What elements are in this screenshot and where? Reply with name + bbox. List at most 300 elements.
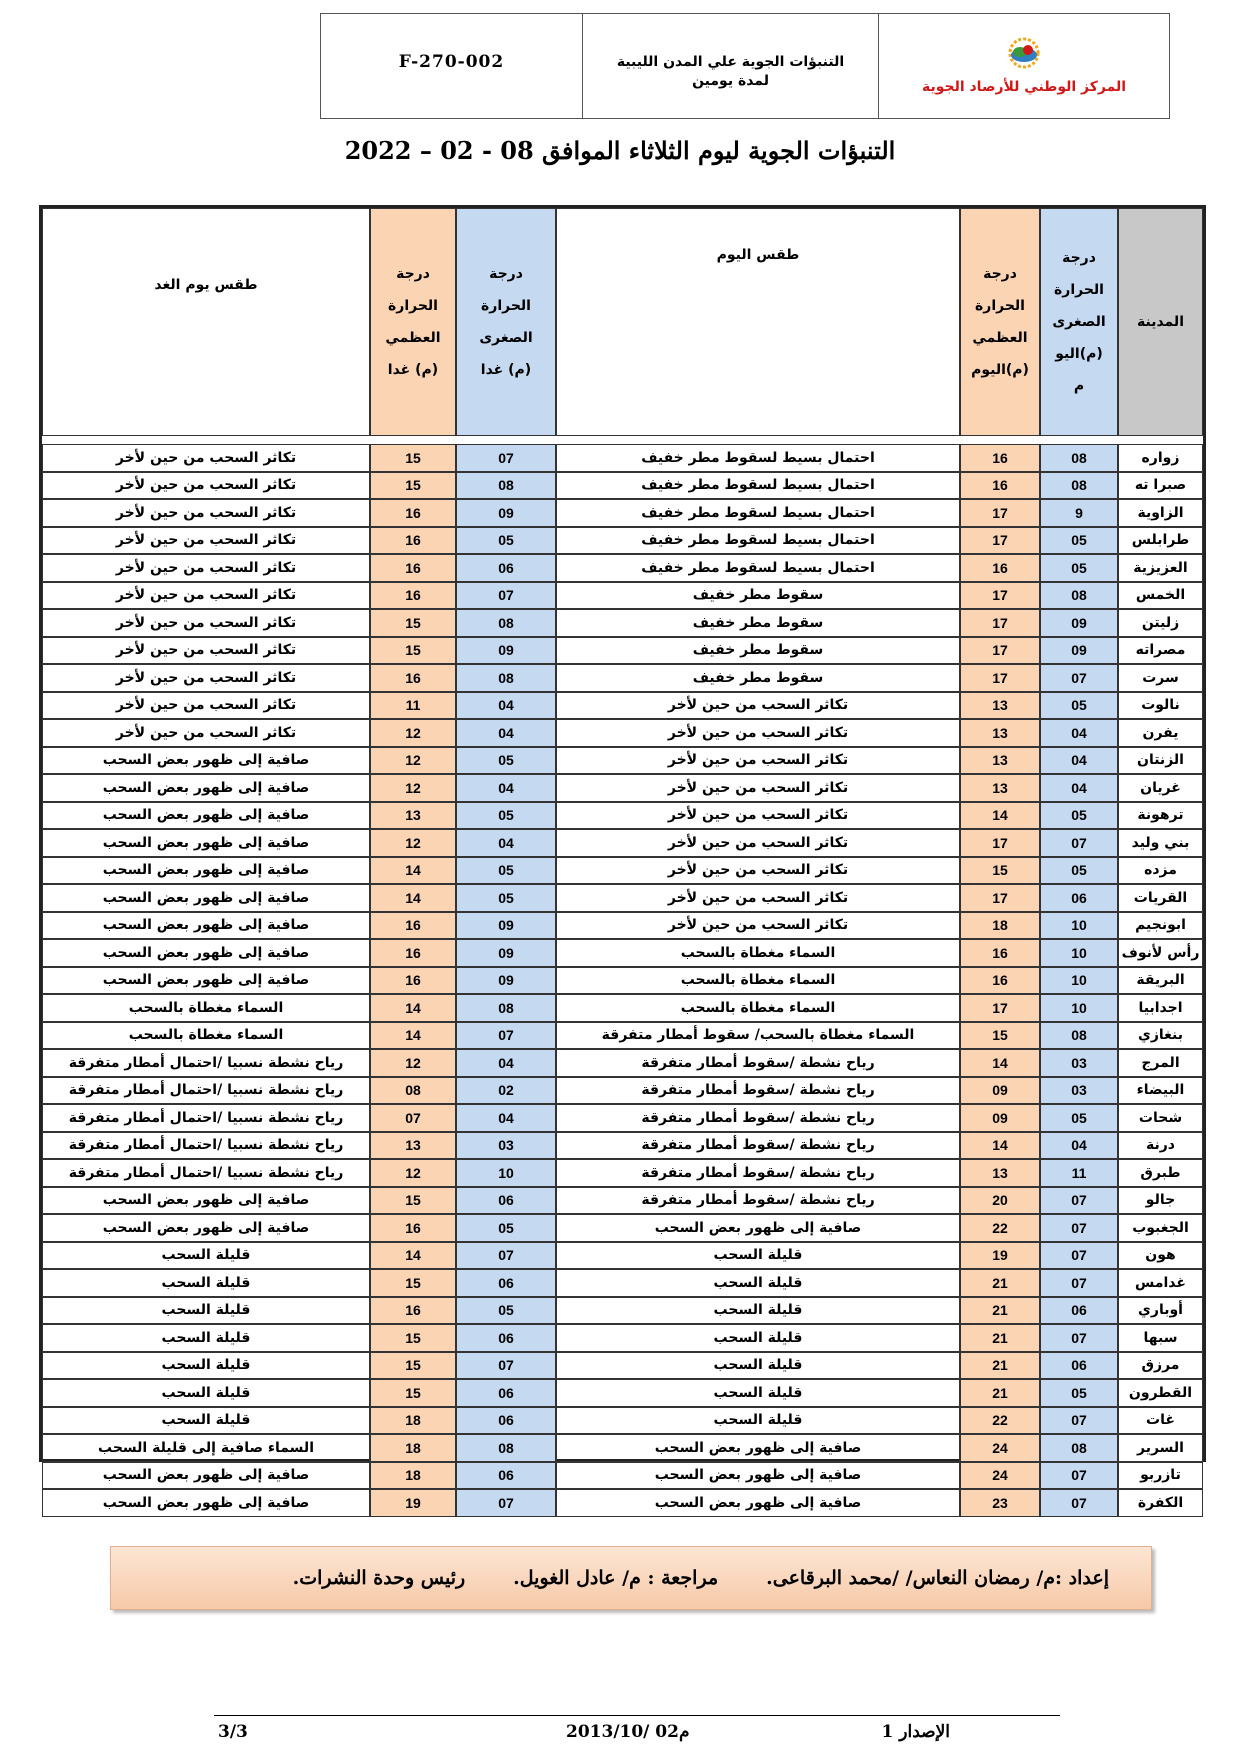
version-label: الإصدار 1 (881, 1722, 950, 1742)
weather-tomorrow-cell: صافية إلى ظهور بعض السحب (42, 829, 370, 857)
weather-tomorrow-cell: قليلة السحب (42, 1297, 370, 1325)
max-today-cell: 22 (960, 1214, 1040, 1242)
city-cell: سبها (1118, 1324, 1203, 1352)
weather-tomorrow-cell: تكاثر السحب من حين لأخر (42, 637, 370, 665)
min-tomorrow-cell: 10 (456, 1159, 556, 1187)
weather-tomorrow-cell: صافية إلى ظهور بعض السحب (42, 802, 370, 830)
city-cell: ابونجيم (1118, 912, 1203, 940)
weather-today-cell: تكاثر السحب من حين لأخر (556, 829, 960, 857)
weather-tomorrow-cell: تكاثر السحب من حين لأخر (42, 472, 370, 500)
min-today-cell: 08 (1040, 444, 1118, 472)
table-row (42, 1379, 1203, 1407)
min-today-cell: 03 (1040, 1049, 1118, 1077)
reviewer-role: رئيس وحدة النشرات. (292, 1567, 466, 1589)
max-today-cell: 22 (960, 1407, 1040, 1435)
weather-today-cell: السماء مغطاة بالسحب (556, 994, 960, 1022)
table-row (42, 719, 1203, 747)
max-today-cell: 24 (960, 1462, 1040, 1490)
min-tomorrow-cell: 04 (456, 719, 556, 747)
col-min-tomorrow: درجة الحرارة الصغرى (م) غدا (456, 208, 556, 436)
min-tomorrow-cell: 09 (456, 967, 556, 995)
min-today-cell: 04 (1040, 774, 1118, 802)
max-tomorrow-cell: 14 (370, 884, 456, 912)
max-tomorrow-cell: 18 (370, 1462, 456, 1490)
weather-today-cell: قليلة السحب (556, 1297, 960, 1325)
weather-today-cell: السماء مغطاة بالسحب (556, 939, 960, 967)
min-tomorrow-cell: 05 (456, 802, 556, 830)
max-today-cell: 17 (960, 884, 1040, 912)
min-today-cell: 05 (1040, 692, 1118, 720)
max-tomorrow-cell: 14 (370, 1242, 456, 1270)
table-row (42, 609, 1203, 637)
table-row (42, 1022, 1203, 1050)
max-tomorrow-cell: 19 (370, 1489, 456, 1517)
max-tomorrow-cell: 12 (370, 829, 456, 857)
max-tomorrow-cell: 13 (370, 802, 456, 830)
max-tomorrow-cell: 16 (370, 554, 456, 582)
max-today-cell: 17 (960, 527, 1040, 555)
max-tomorrow-cell: 16 (370, 664, 456, 692)
max-today-cell: 14 (960, 802, 1040, 830)
weather-tomorrow-cell: تكاثر السحب من حين لأخر (42, 527, 370, 555)
table-row (42, 527, 1203, 555)
weather-today-cell: تكاثر السحب من حين لأخر (556, 912, 960, 940)
weather-today-cell: تكاثر السحب من حين لأخر (556, 747, 960, 775)
table-row (42, 637, 1203, 665)
weather-today-cell: صافية إلى ظهور بعض السحب (556, 1214, 960, 1242)
weather-tomorrow-cell: قليلة السحب (42, 1324, 370, 1352)
table-row (42, 582, 1203, 610)
col-max-today: درجة الحرارة العظمي (م)اليوم (960, 208, 1040, 436)
weather-tomorrow-cell: تكاثر السحب من حين لأخر (42, 582, 370, 610)
max-today-cell: 09 (960, 1077, 1040, 1105)
city-cell: بني وليد (1118, 829, 1203, 857)
max-tomorrow-cell: 18 (370, 1434, 456, 1462)
max-tomorrow-cell: 14 (370, 994, 456, 1022)
min-today-cell: 07 (1040, 1187, 1118, 1215)
weather-tomorrow-cell: صافية إلى ظهور بعض السحب (42, 1187, 370, 1215)
max-today-cell: 18 (960, 912, 1040, 940)
city-cell: مصراته (1118, 637, 1203, 665)
min-today-cell: 10 (1040, 994, 1118, 1022)
weather-today-cell: سقوط مطر خفيف (556, 637, 960, 665)
min-tomorrow-cell: 07 (456, 582, 556, 610)
weather-today-cell: رياح نشطة /سقوط أمطار متفرقة (556, 1132, 960, 1160)
city-cell: نالوت (1118, 692, 1203, 720)
min-today-cell: 05 (1040, 1104, 1118, 1132)
weather-tomorrow-cell: السماء مغطاة بالسحب (42, 994, 370, 1022)
max-tomorrow-cell: 15 (370, 1379, 456, 1407)
weather-today-cell: قليلة السحب (556, 1407, 960, 1435)
reviewed-by: مراجعة : م/ عادل الغويل. (513, 1567, 719, 1589)
city-cell: الجغبوب (1118, 1214, 1203, 1242)
min-tomorrow-cell: 05 (456, 857, 556, 885)
min-today-cell: 04 (1040, 747, 1118, 775)
city-cell: مزده (1118, 857, 1203, 885)
weather-today-cell: السماء مغطاة بالسحب (556, 967, 960, 995)
weather-tomorrow-cell: السماء صافية إلى قليلة السحب (42, 1434, 370, 1462)
weather-tomorrow-cell: تكاثر السحب من حين لأخر (42, 499, 370, 527)
weather-today-cell: قليلة السحب (556, 1379, 960, 1407)
col-max-tomorrow: درجة الحرارة العظمي (م) غدا (370, 208, 456, 436)
max-tomorrow-cell: 15 (370, 472, 456, 500)
min-today-cell: 10 (1040, 939, 1118, 967)
min-tomorrow-cell: 04 (456, 829, 556, 857)
city-cell: السرير (1118, 1434, 1203, 1462)
table-row (42, 1187, 1203, 1215)
footer-rule (214, 1715, 1060, 1716)
city-cell: درنة (1118, 1132, 1203, 1160)
table-row (42, 1159, 1203, 1187)
col-weather-today: طقس اليوم (556, 208, 960, 436)
document-header (320, 13, 1170, 119)
table-row (42, 1324, 1203, 1352)
table-row (42, 1132, 1203, 1160)
max-today-cell: 15 (960, 857, 1040, 885)
table-row (42, 472, 1203, 500)
weather-today-cell: تكاثر السحب من حين لأخر (556, 802, 960, 830)
max-tomorrow-cell: 18 (370, 1407, 456, 1435)
weather-today-cell: احتمال بسيط لسقوط مطر خفيف (556, 499, 960, 527)
min-tomorrow-cell: 09 (456, 912, 556, 940)
table-row (42, 1049, 1203, 1077)
city-cell: سرت (1118, 664, 1203, 692)
credits-box (110, 1546, 1152, 1610)
max-today-cell: 16 (960, 554, 1040, 582)
max-tomorrow-cell: 12 (370, 1049, 456, 1077)
prepared-by: إعداد :م/ رمضان النعاس/ /محمد البرقاعى. (766, 1567, 1109, 1589)
table-row (42, 857, 1203, 885)
table-row (42, 1242, 1203, 1270)
page-number: 3/3 (218, 1722, 248, 1742)
max-today-cell: 17 (960, 499, 1040, 527)
city-cell: العزيزية (1118, 554, 1203, 582)
max-today-cell: 17 (960, 637, 1040, 665)
min-tomorrow-cell: 07 (456, 1242, 556, 1270)
min-today-cell: 10 (1040, 967, 1118, 995)
city-cell: زواره (1118, 444, 1203, 472)
table-row (42, 939, 1203, 967)
min-tomorrow-cell: 09 (456, 499, 556, 527)
city-cell: طبرق (1118, 1159, 1203, 1187)
col-weather-tomorrow: طقس يوم الغد (42, 208, 370, 436)
max-today-cell: 16 (960, 472, 1040, 500)
min-tomorrow-cell: 06 (456, 1379, 556, 1407)
city-cell: الخمس (1118, 582, 1203, 610)
weather-today-cell: صافية إلى ظهور بعض السحب (556, 1434, 960, 1462)
max-tomorrow-cell: 15 (370, 1324, 456, 1352)
weather-tomorrow-cell: صافية إلى ظهور بعض السحب (42, 967, 370, 995)
min-today-cell: 05 (1040, 1379, 1118, 1407)
max-tomorrow-cell: 16 (370, 582, 456, 610)
max-today-cell: 17 (960, 994, 1040, 1022)
max-tomorrow-cell: 14 (370, 1022, 456, 1050)
table-row (42, 1407, 1203, 1435)
min-today-cell: 04 (1040, 1132, 1118, 1160)
weather-tomorrow-cell: رياح نشطة نسبيا /احتمال أمطار متفرقة (42, 1077, 370, 1105)
max-tomorrow-cell: 13 (370, 1132, 456, 1160)
max-tomorrow-cell: 15 (370, 444, 456, 472)
table-row (42, 994, 1203, 1022)
min-today-cell: 07 (1040, 1489, 1118, 1517)
min-tomorrow-cell: 05 (456, 527, 556, 555)
weather-tomorrow-cell: صافية إلى ظهور بعض السحب (42, 884, 370, 912)
min-today-cell: 08 (1040, 472, 1118, 500)
table-row (42, 1104, 1203, 1132)
max-today-cell: 13 (960, 719, 1040, 747)
weather-tomorrow-cell: صافية إلى ظهور بعض السحب (42, 912, 370, 940)
weather-tomorrow-cell: تكاثر السحب من حين لأخر (42, 692, 370, 720)
max-tomorrow-cell: 12 (370, 747, 456, 775)
max-tomorrow-cell: 12 (370, 774, 456, 802)
table-row (42, 829, 1203, 857)
min-today-cell: 05 (1040, 554, 1118, 582)
min-today-cell: 11 (1040, 1159, 1118, 1187)
min-today-cell: 07 (1040, 1462, 1118, 1490)
weather-today-cell: احتمال بسيط لسقوط مطر خفيف (556, 527, 960, 555)
min-tomorrow-cell: 08 (456, 994, 556, 1022)
weather-today-cell: صافية إلى ظهور بعض السحب (556, 1489, 960, 1517)
max-tomorrow-cell: 16 (370, 939, 456, 967)
max-tomorrow-cell: 15 (370, 637, 456, 665)
weather-tomorrow-cell: تكاثر السحب من حين لأخر (42, 664, 370, 692)
max-today-cell: 21 (960, 1379, 1040, 1407)
min-tomorrow-cell: 08 (456, 664, 556, 692)
max-tomorrow-cell: 16 (370, 1214, 456, 1242)
min-tomorrow-cell: 08 (456, 1434, 556, 1462)
weather-tomorrow-cell: تكاثر السحب من حين لأخر (42, 719, 370, 747)
forecast-grid (42, 208, 1203, 1517)
city-cell: طرابلس (1118, 527, 1203, 555)
max-tomorrow-cell: 11 (370, 692, 456, 720)
max-today-cell: 21 (960, 1324, 1040, 1352)
city-cell: زليتن (1118, 609, 1203, 637)
city-cell: الزاوية (1118, 499, 1203, 527)
city-cell: أوباري (1118, 1297, 1203, 1325)
min-today-cell: 06 (1040, 884, 1118, 912)
max-tomorrow-cell: 16 (370, 499, 456, 527)
max-today-cell: 13 (960, 747, 1040, 775)
min-today-cell: 07 (1040, 829, 1118, 857)
weather-today-cell: رياح نشطة /سقوط أمطار متفرقة (556, 1159, 960, 1187)
weather-tomorrow-cell: قليلة السحب (42, 1379, 370, 1407)
weather-today-cell: قليلة السحب (556, 1324, 960, 1352)
weather-today-cell: احتمال بسيط لسقوط مطر خفيف (556, 472, 960, 500)
city-cell: بنغازي (1118, 1022, 1203, 1050)
weather-today-cell: سقوط مطر خفيف (556, 609, 960, 637)
col-min-today: درجة الحرارة الصغرى (م)اليو م (1040, 208, 1118, 436)
city-cell: الكفرة (1118, 1489, 1203, 1517)
weather-tomorrow-cell: رياح نشطة نسبيا /احتمال أمطار متفرقة (42, 1159, 370, 1187)
table-row (42, 1269, 1203, 1297)
min-today-cell: 9 (1040, 499, 1118, 527)
max-today-cell: 14 (960, 1049, 1040, 1077)
min-today-cell: 06 (1040, 1352, 1118, 1380)
header-row (42, 208, 1203, 436)
city-cell: غريان (1118, 774, 1203, 802)
min-tomorrow-cell: 05 (456, 884, 556, 912)
table-row (42, 912, 1203, 940)
weather-today-cell: تكاثر السحب من حين لأخر (556, 692, 960, 720)
min-today-cell: 05 (1040, 857, 1118, 885)
max-today-cell: 24 (960, 1434, 1040, 1462)
weather-today-cell: تكاثر السحب من حين لأخر (556, 719, 960, 747)
min-tomorrow-cell: 09 (456, 939, 556, 967)
table-row (42, 1434, 1203, 1462)
issue-date: 2013/10/ 02م (566, 1722, 690, 1742)
form-code: F-270-002 (321, 14, 583, 118)
header-separator (42, 436, 1203, 444)
min-tomorrow-cell: 04 (456, 774, 556, 802)
max-today-cell: 14 (960, 1132, 1040, 1160)
col-city: المدينة (1118, 208, 1203, 436)
city-cell: المرج (1118, 1049, 1203, 1077)
max-tomorrow-cell: 12 (370, 719, 456, 747)
max-tomorrow-cell: 14 (370, 857, 456, 885)
min-tomorrow-cell: 08 (456, 609, 556, 637)
city-cell: جالو (1118, 1187, 1203, 1215)
weather-tomorrow-cell: صافية إلى ظهور بعض السحب (42, 1462, 370, 1490)
min-tomorrow-cell: 05 (456, 747, 556, 775)
max-tomorrow-cell: 16 (370, 527, 456, 555)
weather-tomorrow-cell: تكاثر السحب من حين لأخر (42, 554, 370, 582)
max-tomorrow-cell: 16 (370, 967, 456, 995)
weather-today-cell: قليلة السحب (556, 1242, 960, 1270)
min-tomorrow-cell: 07 (456, 444, 556, 472)
min-today-cell: 09 (1040, 609, 1118, 637)
min-tomorrow-cell: 05 (456, 1214, 556, 1242)
min-today-cell: 10 (1040, 912, 1118, 940)
forecast-table (39, 205, 1206, 1511)
weather-tomorrow-cell: صافية إلى ظهور بعض السحب (42, 857, 370, 885)
max-today-cell: 21 (960, 1269, 1040, 1297)
table-row (42, 499, 1203, 527)
min-today-cell: 05 (1040, 527, 1118, 555)
min-tomorrow-cell: 07 (456, 1352, 556, 1380)
cloud-sun-logo-icon (996, 37, 1052, 71)
weather-today-cell: صافية إلى ظهور بعض السحب (556, 1462, 960, 1490)
min-tomorrow-cell: 07 (456, 1489, 556, 1517)
min-today-cell: 07 (1040, 1214, 1118, 1242)
min-today-cell: 08 (1040, 1022, 1118, 1050)
max-tomorrow-cell: 15 (370, 1269, 456, 1297)
max-today-cell: 20 (960, 1187, 1040, 1215)
max-today-cell: 23 (960, 1489, 1040, 1517)
min-tomorrow-cell: 07 (456, 1022, 556, 1050)
weather-tomorrow-cell: قليلة السحب (42, 1269, 370, 1297)
document-subject (583, 14, 879, 118)
min-tomorrow-cell: 04 (456, 1049, 556, 1077)
table-row (42, 1297, 1203, 1325)
min-today-cell: 08 (1040, 1434, 1118, 1462)
weather-today-cell: تكاثر السحب من حين لأخر (556, 884, 960, 912)
max-today-cell: 13 (960, 692, 1040, 720)
page-title: التنبؤات الجوية ليوم الثلاثاء الموافق 08 - 02 – 2022 (344, 136, 896, 165)
max-tomorrow-cell: 12 (370, 1159, 456, 1187)
weather-tomorrow-cell: صافية إلى ظهور بعض السحب (42, 747, 370, 775)
table-row (42, 774, 1203, 802)
min-tomorrow-cell: 09 (456, 637, 556, 665)
min-today-cell: 07 (1040, 1324, 1118, 1352)
weather-tomorrow-cell: تكاثر السحب من حين لأخر (42, 444, 370, 472)
weather-today-cell: احتمال بسيط لسقوط مطر خفيف (556, 554, 960, 582)
city-cell: غات (1118, 1407, 1203, 1435)
weather-today-cell: تكاثر السحب من حين لأخر (556, 857, 960, 885)
city-cell: هون (1118, 1242, 1203, 1270)
weather-tomorrow-cell: صافية إلى ظهور بعض السحب (42, 1489, 370, 1517)
weather-today-cell: سقوط مطر خفيف (556, 664, 960, 692)
min-today-cell: 07 (1040, 1242, 1118, 1270)
weather-today-cell: رياح نشطة /سقوط أمطار متفرقة (556, 1104, 960, 1132)
weather-tomorrow-cell: صافية إلى ظهور بعض السحب (42, 939, 370, 967)
max-tomorrow-cell: 15 (370, 1187, 456, 1215)
weather-tomorrow-cell: صافية إلى ظهور بعض السحب (42, 774, 370, 802)
weather-today-cell: رياح نشطة /سقوط أمطار متفرقة (556, 1187, 960, 1215)
table-row (42, 1352, 1203, 1380)
weather-today-cell: قليلة السحب (556, 1269, 960, 1297)
city-cell: القطرون (1118, 1379, 1203, 1407)
weather-tomorrow-cell: صافية إلى ظهور بعض السحب (42, 1214, 370, 1242)
weather-tomorrow-cell: قليلة السحب (42, 1352, 370, 1380)
min-today-cell: 03 (1040, 1077, 1118, 1105)
min-today-cell: 04 (1040, 719, 1118, 747)
table-row (42, 444, 1203, 472)
city-cell: البريقة (1118, 967, 1203, 995)
table-row (42, 1462, 1203, 1490)
min-tomorrow-cell: 06 (456, 1407, 556, 1435)
max-today-cell: 17 (960, 582, 1040, 610)
max-today-cell: 21 (960, 1352, 1040, 1380)
min-today-cell: 07 (1040, 1407, 1118, 1435)
document-subject-line2: لمدة يومين (692, 73, 769, 89)
weather-tomorrow-cell: رياح نشطة نسبيا /احتمال أمطار متفرقة (42, 1132, 370, 1160)
max-today-cell: 17 (960, 829, 1040, 857)
city-cell: ترهونة (1118, 802, 1203, 830)
table-row (42, 967, 1203, 995)
max-tomorrow-cell: 16 (370, 1297, 456, 1325)
city-cell: رأس لأنوف (1118, 939, 1203, 967)
table-row (42, 1214, 1203, 1242)
city-cell: تازربو (1118, 1462, 1203, 1490)
max-today-cell: 19 (960, 1242, 1040, 1270)
min-tomorrow-cell: 06 (456, 554, 556, 582)
min-tomorrow-cell: 06 (456, 1462, 556, 1490)
max-tomorrow-cell: 15 (370, 609, 456, 637)
weather-today-cell: رياح نشطة /سقوط أمطار متفرقة (556, 1049, 960, 1077)
min-today-cell: 06 (1040, 1297, 1118, 1325)
max-tomorrow-cell: 16 (370, 912, 456, 940)
weather-tomorrow-cell: قليلة السحب (42, 1242, 370, 1270)
weather-tomorrow-cell: رياح نشطة نسبيا /احتمال أمطار متفرقة (42, 1104, 370, 1132)
table-row (42, 554, 1203, 582)
min-tomorrow-cell: 08 (456, 472, 556, 500)
table-row (42, 747, 1203, 775)
weather-tomorrow-cell: قليلة السحب (42, 1407, 370, 1435)
table-row (42, 692, 1203, 720)
weather-tomorrow-cell: تكاثر السحب من حين لأخر (42, 609, 370, 637)
weather-today-cell: سقوط مطر خفيف (556, 582, 960, 610)
max-today-cell: 16 (960, 444, 1040, 472)
min-today-cell: 07 (1040, 1269, 1118, 1297)
weather-today-cell: احتمال بسيط لسقوط مطر خفيف (556, 444, 960, 472)
max-today-cell: 09 (960, 1104, 1040, 1132)
min-tomorrow-cell: 06 (456, 1269, 556, 1297)
table-row (42, 1489, 1203, 1517)
city-cell: يفرن (1118, 719, 1203, 747)
min-today-cell: 07 (1040, 664, 1118, 692)
city-cell: البيضاء (1118, 1077, 1203, 1105)
min-tomorrow-cell: 04 (456, 692, 556, 720)
